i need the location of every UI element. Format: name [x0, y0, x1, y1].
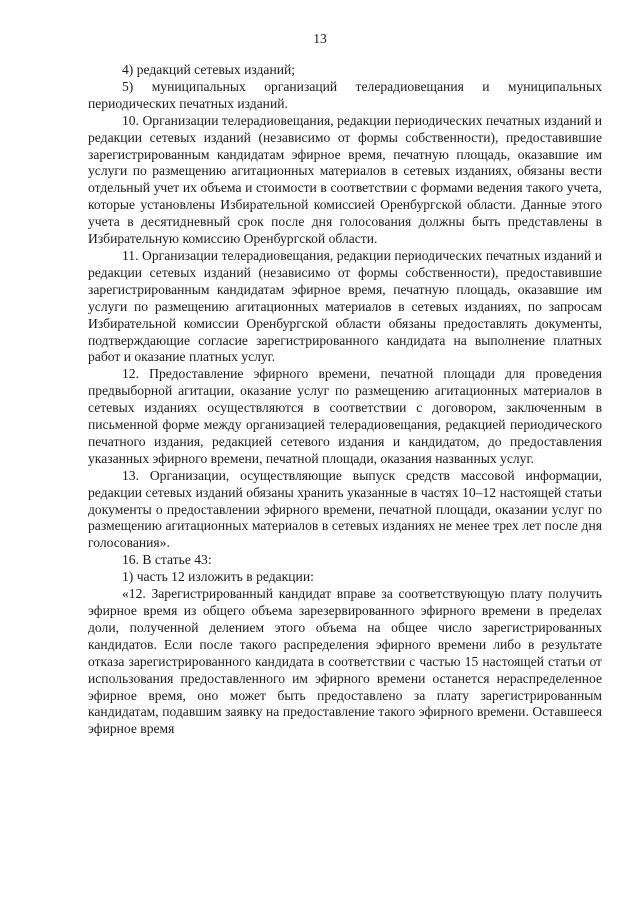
paragraph-part-12: 12. Предоставление эфирного времени, печатной площади для проведения предвыборной агитации, оказание услуг по размещению агитационных материалов в сетевых изданиях осуществляются в соответствии с договором, заключенным в письменной форме между организацией телерадиовещания, редакцией периодического печатного издания, редакцией сетевого издания и кандидатом, до предоставления указанных эфирного времени, печатной площади, оказания названных услуг.	[88, 366, 602, 466]
document-body	[88, 62, 602, 738]
paragraph-item-5: 5) муниципальных организаций телерадиовещания и муниципальных периодических печатных изданий.	[88, 78, 602, 111]
paragraph-section-16: 16. В статье 43:	[122, 552, 212, 568]
paragraph-part-13: 13. Организации, осуществляющие выпуск средств массовой информации, редакции сетевых изданий обязаны хранить указанные в частях 10–12 настоящей статьи документы о предоставлении эфирного времени, печатной площади, оказании услуг по размещению агитационных материалов в сетевых изданиях не менее трех лет после дня голосования».	[88, 467, 602, 551]
paragraph-part-10: 10. Организации телерадиовещания, редакции периодических печатных изданий и редакции сетевых изданий (независимо от формы собственности), предоставившие зарегистрированным кандидатам эфирное время, печатную площадь, оказавшие им услуги по размещению агитационных материалов в сетевых изданиях, обязаны вести отдельный учет их объема и стоимости в соответствии с формами ведения такого учета, которые установлены Избирательной комиссией Оренбургской области. Данные этого учета в десятидневный срок после дня голосования должны быть представлены в Избирательную комиссию Оренбургской области.	[88, 112, 602, 247]
page-number: 13	[313, 31, 327, 46]
paragraph-quoted-part-12: «12. Зарегистрированный кандидат вправе за соответствующую плату получить эфирное время из общего объема зарезервированного эфирного времени в пределах доли, полученной делением этого объема на общее число зарегистрированных кандидатов. Если после такого распределения эфирного времени либо в результате отказа зарегистрированного кандидата в соответствии с частью 15 настоящей статьи от использования предоставленного им эфирного времени останется нераспределенное эфирное время, оно может быть предоставлено за плату зарегистрированным кандидатам, подавшим заявку на предоставление такого эфирного времени. Оставшееся эфирное время	[88, 586, 602, 737]
paragraph-item-4: 4) редакций сетевых изданий;	[122, 62, 296, 77]
paragraph-subitem-1: 1) часть 12 изложить в редакции:	[122, 569, 314, 585]
paragraph-part-11: 11. Организации телерадиовещания, редакции периодических печатных изданий и редакции сетевых изданий (независимо от формы собственности), предоставившие зарегистрированным кандидатам эфирное время, печатную площадь, оказавшие им услуги по размещению агитационных материалов в сетевых изданиях, по запросам Избирательной комиссии Оренбургской области обязаны предоставлять документы, подтверждающие согласие зарегистрированного кандидата на выполнение платных работ и оказание платных услуг.	[88, 247, 602, 365]
